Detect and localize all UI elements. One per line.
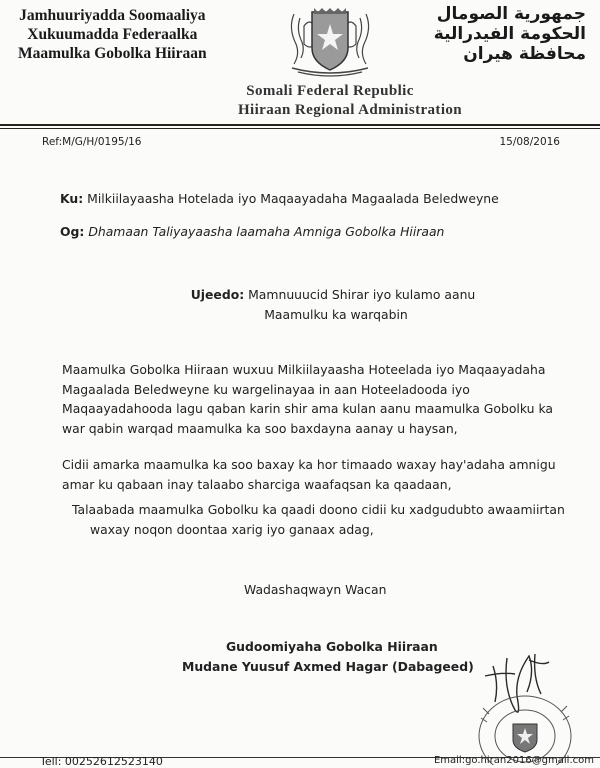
body-line: war qabin warqad maamulka ka soo baxdayna aanay u haysan, [62,420,458,436]
body-line: Maqaayadahooda lagu qaban karin shir ama kulan aanu maamulka Gobolku ka [62,401,554,416]
footer-telephone: Tell: 00252612523140 [40,755,163,768]
subject-line2: Maamulku ka warqabin [264,306,408,322]
recipient-text: Milkiilayaasha Hotelada iyo Maqaayadaha Magaalada Beledweyne [87,191,499,206]
letterhead-english [0,82,600,120]
subject-block [0,285,600,324]
body-paragraph-2 [62,455,556,494]
body-line: Cidii amarka maamulka ka soo baxay ka hor timaado waxay hay'adaha amnigu [62,457,556,472]
header-rule [0,124,600,126]
letterhead-arabic-line: جمهورية الصومال [436,4,586,24]
signatory-name: Mudane Yuusuf Axmed Hagar (Dabageed) [182,659,474,674]
recipient-line [60,189,499,209]
body-line: amar ku qabaan inay talaabo sharciga waafaqsan ka qaadaan, [62,476,452,492]
body-line: Magaalada Beledweyne ku wargelinayaa in aan Hoteeladooda iyo [62,381,470,397]
letterhead-somali-line: Maamulka Gobolka Hiiraan [18,45,207,62]
reference-number: Ref:M/G/H/0195/16 [42,136,142,148]
letterhead-arabic-line: الحكومة الفيدرالية [433,24,586,44]
body-line: Talaabada maamulka Gobolku ka qaadi doono cidii ku xadgudubto awaamiirtan [72,502,565,517]
body-paragraph-3 [72,500,565,539]
recipient-label: Ku: [60,191,84,206]
letterhead-arabic [434,4,586,64]
body-line: Maamulka Gobolka Hiiraan wuxuu Milkiilayaasha Hoteelada iyo Maqaayadaha [62,362,546,377]
letterhead-somali-line: Xukuumadda Federaalka [27,26,198,43]
subject-label: Ujeedo: [190,287,245,302]
footer-email: Email:go.hiran2016@gmail.com [433,755,594,766]
letterhead [0,0,600,130]
cc-text: Dhamaan Taliyayaasha laamaha Amniga Gobolka Hiiraan [88,224,445,239]
signatory-title: Gudoomiyaha Gobolka Hiiraan [226,639,438,654]
signature-and-stamp-icon [463,650,583,765]
letterhead-arabic-line: محافظة هيران [463,44,586,64]
letterhead-english-line1: Somali Federal Republic [246,83,414,99]
letterhead-english-line2: Hiiraan Regional Administration [237,102,463,118]
letterhead-somali [18,6,207,63]
letterhead-somali-line: Jamhuuriyadda Soomaaliya [19,7,206,24]
closing: Wadashaqwayn Wacan [244,582,387,597]
body-line: waxay noqon doontaa xarig iyo ganaax adag, [90,521,374,537]
subject-line1: Mamnuuucid Shirar iyo kulamo aanu [248,287,476,302]
letter-date: 15/08/2016 [499,136,560,148]
coat-of-arms-icon [274,4,386,80]
cc-label: Og: [60,224,85,239]
header-rule-thin [0,128,600,129]
body-paragraph-1 [62,360,553,438]
cc-line [60,222,444,242]
